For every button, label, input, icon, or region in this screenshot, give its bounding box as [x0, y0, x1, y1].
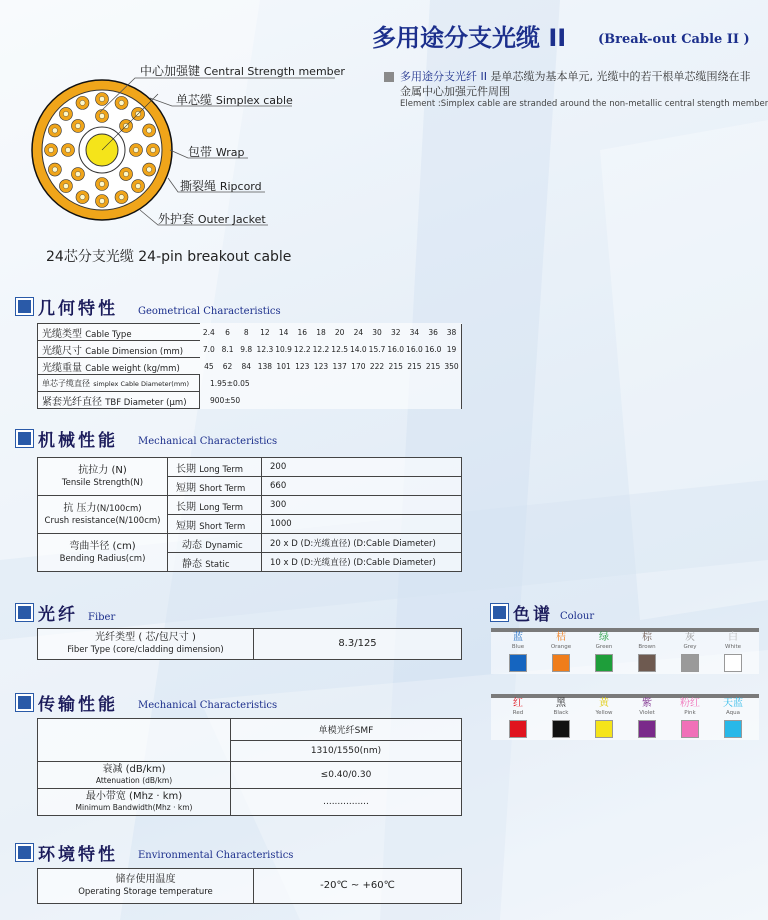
row-label: 单芯子缆直径 simplex Cable Diameter(mm) [38, 375, 200, 392]
colour-name: 白 [728, 632, 738, 643]
element-highlight: 多用途分支光纤 II [400, 70, 487, 83]
colour-chart-row-2 [491, 694, 759, 740]
label-ripcord: 撕裂绳 Ripcord [180, 179, 262, 193]
table-row: 单模光纤SMF [38, 719, 462, 741]
colour-swatch [669, 698, 711, 738]
section-icon [16, 694, 33, 711]
element-description-rest: 是单芯缆为基本单元, 光缆中的若干根单芯缆围绕在非金属中心加强元件周围 [400, 70, 751, 98]
colour-chip [595, 720, 613, 738]
section-title-colour: 色谱 [513, 605, 553, 625]
section-subtitle-transmission: Mechanical Characteristics [138, 700, 278, 711]
colour-name: 紫 [642, 698, 652, 709]
row-label: 光缆尺寸 Cable Dimension (mm) [38, 341, 200, 358]
table-row: 最小带宽 (Mhz · km) Minimum Bandwidth(Mhz · km) ................ [38, 789, 462, 816]
row-label: 光缆重量 Cable weight (kg/mm) [38, 358, 200, 375]
colour-swatch [540, 632, 582, 672]
environment-table [37, 868, 462, 904]
colour-name: 粉红 [680, 698, 700, 709]
colour-name-en: Aqua [725, 710, 740, 716]
colour-swatch [540, 698, 582, 738]
colour-name: 天蓝 [723, 698, 743, 709]
geometric-table [37, 323, 462, 409]
table-row: 短期 Short Term 1000 [38, 515, 462, 534]
section-icon [16, 844, 33, 861]
colour-chip [552, 654, 570, 672]
element-description-en: Element :Simplex cable are stranded around the non-metallic central stength member [400, 99, 768, 109]
colour-swatch [626, 632, 668, 672]
colour-swatch [583, 632, 625, 672]
section-icon [491, 604, 508, 621]
section-icon [16, 430, 33, 447]
colour-swatch [669, 632, 711, 672]
colour-chip [509, 720, 527, 738]
colour-chip [724, 654, 742, 672]
colour-chip [638, 720, 656, 738]
colour-name-en: Blue [511, 644, 525, 650]
label-outer-jacket: 外护套 Outer Jacket [158, 212, 266, 226]
colour-name-en: Black [553, 710, 569, 716]
section-subtitle-geometric: Geometrical Characteristics [138, 306, 281, 317]
section-title-fiber: 光纤 [38, 605, 78, 625]
colour-chip [509, 654, 527, 672]
section-subtitle-colour: Colour [560, 611, 595, 622]
mechanical-table [37, 457, 462, 572]
section-subtitle-mechanical: Mechanical Characteristics [138, 436, 278, 447]
label-central-strength: 中心加强键 Central Strength member [140, 64, 345, 78]
table-row: 衰减 (dB/km) Attenuation (dB/km) ≤0.40/0.30 [38, 762, 462, 789]
colour-name-en: Orange [550, 644, 572, 650]
colour-swatch [626, 698, 668, 738]
section-title-environment: 环境特性 [38, 845, 118, 865]
colour-name-en: Green [595, 644, 613, 650]
table-row: 单芯子缆直径 simplex Cable Diameter(mm) 1.95±0.05 [38, 375, 462, 392]
colour-name-en: Pink [684, 710, 696, 716]
table-row: 1310/1550(nm) [38, 740, 462, 762]
colour-name-en: Violet [639, 710, 655, 716]
table-row: 光缆重量 Cable weight (kg/mm) 45 62 84 138 101 123 123 137 170 222 215 215 215 350 [38, 358, 462, 375]
colour-name: 黑 [556, 698, 566, 709]
section-subtitle-environment: Environmental Characteristics [138, 850, 294, 861]
colour-name-en: Brown [638, 644, 656, 650]
colour-name-en: Yellow [595, 710, 613, 716]
cable-caption: 24芯分支光缆 24-pin breakout cable [46, 249, 292, 265]
colour-chip [681, 654, 699, 672]
cable-leader-lines [0, 0, 768, 240]
colour-chip [595, 654, 613, 672]
colour-name: 灰 [685, 632, 695, 643]
table-row: 紧套光纤直径 TBF Diameter (μm) 900±50 [38, 392, 462, 409]
row-label: 紧套光纤直径 TBF Diameter (μm) [38, 392, 200, 409]
section-title-mechanical: 机械性能 [38, 431, 118, 451]
colour-chart-row-1 [491, 628, 759, 674]
transmission-table [37, 718, 462, 816]
table-row: 弯曲半径 (cm) Bending Radius(cm) 动态 Dynamic 20 x D (D:光缆直径) (D:Cable Diameter) [38, 534, 462, 553]
colour-name: 红 [513, 698, 523, 709]
colour-chip [724, 720, 742, 738]
table-row: 光缆尺寸 Cable Dimension (mm) 7.0 8.1 9.8 12.3 10.9 12.2 12.2 12.5 14.0 15.7 16.0 16.0 16.0 19 [38, 341, 462, 358]
colour-chip [681, 720, 699, 738]
colour-name-en: Grey [683, 644, 697, 650]
colour-name: 黄 [599, 698, 609, 709]
label-wrap: 包带 Wrap [188, 145, 245, 159]
colour-chip [552, 720, 570, 738]
table-row: 抗 压力(N/100cm) Crush resistance(N/100cm) 长期 Long Term 300 [38, 496, 462, 515]
colour-swatch [497, 632, 539, 672]
table-row: 短期 Short Term 660 [38, 477, 462, 496]
page-title-en: (Break-out Cable II ) [598, 32, 750, 47]
section-title-transmission: 传输性能 [38, 695, 118, 715]
fiber-table [37, 628, 462, 660]
colour-name-en: White [725, 644, 741, 650]
label-simplex-cable: 单芯缆 Simplex cable [176, 93, 293, 107]
colour-swatch [583, 698, 625, 738]
section-icon [16, 298, 33, 315]
colour-name-en: Red [512, 710, 524, 716]
colour-chip [638, 654, 656, 672]
table-row: 静态 Static 10 x D (D:光缆直径) (D:Cable Diameter) [38, 553, 462, 572]
section-title-geometric: 几何特性 [38, 299, 118, 319]
colour-swatch [712, 698, 754, 738]
table-row: 抗拉力 (N) Tensile Strength(N) 长期 Long Term 200 [38, 458, 462, 477]
section-subtitle-fiber: Fiber [88, 612, 116, 623]
colour-swatch [712, 632, 754, 672]
row-label: 光缆类型 Cable Type [38, 324, 200, 341]
page-title: 多用途分支光缆 II [372, 24, 567, 52]
table-row: 光纤类型 ( 芯/包尺寸 ) Fiber Type (core/cladding dimension) 8.3/125 [38, 629, 462, 660]
colour-name: 绿 [599, 632, 609, 643]
colour-name: 蓝 [513, 632, 523, 643]
section-icon [16, 604, 33, 621]
table-row: 光缆类型 Cable Type 2.4 6 8 12 14 16 18 20 24 30 32 34 36 38 [38, 324, 462, 341]
colour-swatch [497, 698, 539, 738]
colour-name: 棕 [642, 632, 652, 643]
table-row: 储存使用温度 Operating Storage temperature -20℃ ~ +60℃ [38, 869, 462, 904]
colour-name: 桔 [556, 632, 566, 643]
